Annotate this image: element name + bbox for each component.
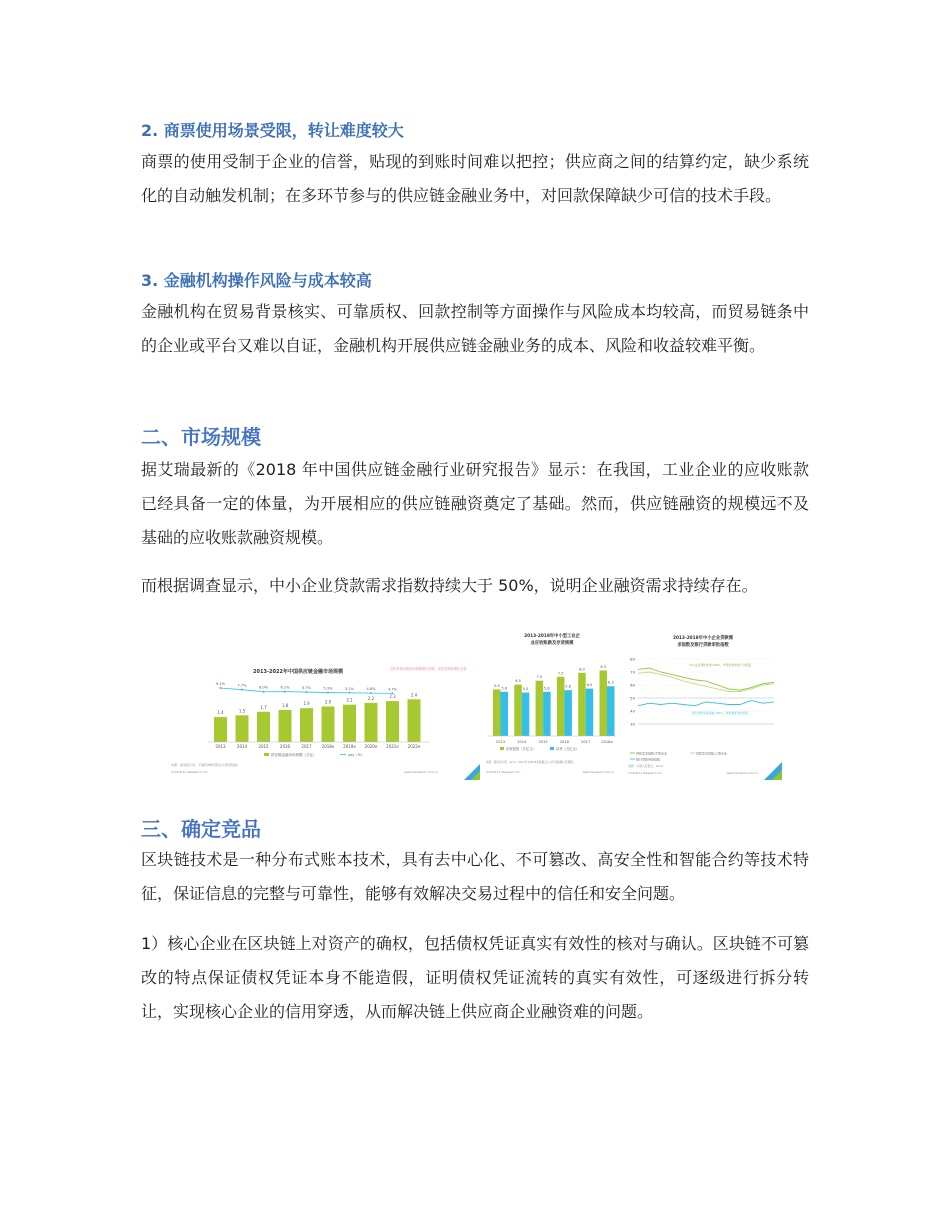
heading-competitors: 三、确定竞品 xyxy=(141,817,261,841)
bar-value-label: 5.6 xyxy=(501,686,508,691)
point-yoy xyxy=(392,692,394,694)
paragraph-competitors-2: 1）核心企业在区块链上对资产的确权，包括债权凭证真实有效性的核对与确认。区块链不可篡改的特点保证债权凭证本身不能造假，证明债权凭证流转的真实有效性，可逐级进行拆分转让，实现核心企业的信用穿透，从而解决链上供应商企业融资难的问题。 xyxy=(141,934,809,1021)
paragraph-commercial-paper: 商票的使用受制于企业的信誉，贴现的到账时间难以把控；供应商之间的结算约定，缺少系统化的自动触发机制；在多环节参与的供应链金融业务中，对回款保障缺少可信的技术手段。 xyxy=(141,152,809,205)
legend-swatch-receivables xyxy=(500,747,504,750)
bar-receivables xyxy=(536,681,544,736)
chart-source: 来源：国家统计局，wind，2017年为2018年数据且人为年度数据口径调整。 xyxy=(486,761,576,764)
x-tick-label: 2018e xyxy=(601,740,613,744)
bar-market-size xyxy=(236,715,249,742)
y-tick-label: 70 xyxy=(630,669,635,675)
bar-inventory xyxy=(564,690,572,736)
annotation-approval: 银行贷款审批指数<50%，审批难度依旧较高 xyxy=(691,711,749,715)
chart-title-line2: 求指数及银行贷款审批指数 xyxy=(677,643,729,648)
paragraph-financial-risk: 金融机构在贸易背景核实、可靠质权、回款控制等方面操作与风险成本均较高，而贸易链条中的企业或平台又难以自证，金融机构开展供应链金融业务的成本、风险和收益较难平衡。 xyxy=(141,302,809,355)
bar-inventory xyxy=(522,693,530,736)
chart-annotation: 近年来供应链市场规模增长放缓，但依然保持增长态势 xyxy=(390,667,467,671)
chart-site: www.iresearch.com.cn xyxy=(726,771,758,775)
bar-market-size xyxy=(322,706,335,742)
chart-receivables xyxy=(484,626,620,780)
x-tick-label: 2014 xyxy=(236,744,248,749)
y-tick-label: 30 xyxy=(630,721,635,727)
chart-source: 来源：中国人民银行，wind xyxy=(628,764,663,768)
bar-value-label: 5.6 xyxy=(543,686,550,691)
bar-market-size xyxy=(279,710,292,742)
x-tick-label: 2016 xyxy=(279,744,291,749)
chart-loan-index xyxy=(624,626,782,780)
annotation-demand: 中小企业贷款需求>50%，市场需求依然十分旺盛 xyxy=(689,663,751,667)
x-tick-label: 2015 xyxy=(538,740,548,744)
bar-value-label: 7.0 xyxy=(536,675,543,680)
chart-site: www.iresearch.com.cn xyxy=(582,770,614,774)
y-tick-label: 40 xyxy=(630,708,635,714)
bar-receivables xyxy=(557,677,565,736)
point-label-yoy: 4.7% xyxy=(388,687,397,692)
bar-value-label: 1.4 xyxy=(217,710,224,716)
bar-value-label: 1.8 xyxy=(281,703,289,708)
chart-copyright: ©2018.11 iResearch Inc. xyxy=(486,770,521,774)
point-yoy xyxy=(220,687,222,689)
legend-label-inventory: 存货（万亿元） xyxy=(556,747,580,751)
point-yoy xyxy=(370,692,372,694)
chart-copyright: ©2018.11 iResearch Inc. xyxy=(171,770,209,774)
x-tick-label: 2019e xyxy=(343,744,356,749)
bar-market-size xyxy=(257,712,270,742)
legend-swatch-inventory xyxy=(550,747,554,750)
bar-value-label: 8.0 xyxy=(579,667,585,672)
chart-figure-group xyxy=(168,626,782,780)
bar-inventory xyxy=(501,692,509,736)
chart-panel-receivables xyxy=(484,626,620,780)
bar-market-size xyxy=(300,708,313,742)
heading-commercial-paper: 2. 商票使用场景受限，转让难度较大 xyxy=(141,121,404,140)
bar-value-label: 1.7 xyxy=(260,704,267,710)
x-tick-label: 2017 xyxy=(581,740,591,744)
paragraph-market-size-2: 而根据调查显示，中小企业贷款需求指数持续大于 50%，说明企业融资需求持续存在。 xyxy=(141,576,758,595)
point-label-yoy: 5.7% xyxy=(302,686,311,691)
x-tick-label: 2013 xyxy=(495,740,506,744)
legend-swatch-market xyxy=(264,753,269,756)
point-label-yoy: 5.3% xyxy=(323,686,333,691)
chart-title: 2013-2018年中小型工业企 xyxy=(524,634,580,639)
point-label-yoy: 4.8% xyxy=(366,687,376,692)
x-tick-label: 2015 xyxy=(258,744,269,749)
bar-value-label: 6.0 xyxy=(586,683,593,688)
point-label-yoy: 5.1% xyxy=(345,686,354,691)
chart-panel-market-size xyxy=(168,626,480,780)
x-tick-label: 2017 xyxy=(301,744,312,749)
bar-market-size xyxy=(365,703,378,742)
bar-market-size xyxy=(408,699,421,742)
bar-value-label: 5.5 xyxy=(522,687,529,692)
point-label-yoy: 6.0% xyxy=(259,685,268,690)
heading-financial-risk: 3. 金融机构操作风险与成本较高 xyxy=(141,271,372,290)
bar-value-label: 2.0 xyxy=(324,699,332,705)
bar-value-label: 2.4 xyxy=(410,692,418,698)
point-yoy xyxy=(263,691,265,693)
bar-value-label: 1.5 xyxy=(238,708,246,714)
chart-source: 来源：国家统计局，艾瑞咨询研究院自主研究绘制。 xyxy=(171,763,241,767)
legend-label-small: 贷款需求指数:小型企业 xyxy=(696,751,728,756)
bar-value-label: 2.2 xyxy=(367,695,375,701)
bar-value-label: 2.3 xyxy=(389,694,396,700)
legend-label-yoy: yoy（%） xyxy=(348,753,365,757)
bar-market-size xyxy=(386,701,399,742)
paragraph-market-size-1: 据艾瑞最新的《2018 年中国供应链金融行业研究报告》显示：在我国，工业企业的应收账款已经具备一定的体量，为开展相应的供应链融资奠定了基础。然而，供应链融资的规模远不及基础的应收账款融资规模。 xyxy=(141,460,809,547)
x-tick-label: 2016 xyxy=(559,740,569,744)
point-yoy xyxy=(306,691,308,693)
bar-value-label: 1.9 xyxy=(303,701,310,707)
bar-receivables xyxy=(578,673,586,736)
bar-market-size xyxy=(343,705,356,742)
bar-value-label: 2.1 xyxy=(346,697,353,703)
series-line-mid xyxy=(638,668,774,690)
point-label-yoy: 6.1% xyxy=(280,685,290,690)
bar-inventory xyxy=(586,689,594,736)
point-label-yoy: 7.7% xyxy=(237,683,247,688)
bar-inventory xyxy=(607,686,615,736)
legend-label-approval: 银行贷款审批指数 xyxy=(636,757,661,762)
point-label-yoy: 9.1% xyxy=(216,682,225,686)
chart-title-line2: 业应收账款及存货规模 xyxy=(530,641,574,646)
bar-value-label: 7.5 xyxy=(557,671,564,676)
x-tick-label: 2013 xyxy=(215,744,226,749)
chart-title: 2013-2022年中国供应链金融市场规模 xyxy=(253,669,343,675)
legend-label-mid: 贷款需求指数:中型企业 xyxy=(636,751,668,756)
bar-value-label: 5.9 xyxy=(493,683,500,688)
series-line-small xyxy=(638,672,774,692)
y-tick-label: 50 xyxy=(630,695,635,701)
series-line-approval xyxy=(638,701,774,706)
bar-inventory xyxy=(543,692,551,736)
point-yoy xyxy=(327,692,329,694)
chart-site: www.iresearch.com.cn xyxy=(404,770,438,774)
bar-value-label: 5.8 xyxy=(565,684,572,689)
chart-market-size xyxy=(168,626,480,780)
x-tick-label: 2022e xyxy=(407,744,421,749)
bar-market-size xyxy=(214,717,227,742)
bar-value-label: 8.3 xyxy=(600,664,607,669)
y-tick-label: 60 xyxy=(630,682,635,688)
chart-copyright: ©2018.11 iResearch Inc. xyxy=(628,771,663,775)
bar-receivables xyxy=(514,685,522,736)
chart-title: 2013-2018年中小企业贷款需 xyxy=(672,636,734,641)
legend-label-receivables: 应收账款（万亿元） xyxy=(506,747,536,751)
heading-market-size: 二、市场规模 xyxy=(141,425,261,449)
legend-label-market: 供应链金融市场规模（万亿） xyxy=(271,753,317,757)
x-tick-label: 2021e xyxy=(386,744,399,749)
point-yoy xyxy=(284,691,286,693)
bar-receivables xyxy=(493,689,501,736)
point-yoy xyxy=(241,689,243,691)
bar-value-label: 6.3 xyxy=(607,680,614,685)
x-tick-label: 2020e xyxy=(364,744,378,749)
bar-receivables xyxy=(600,670,608,736)
y-tick-label: 80 xyxy=(630,656,635,662)
x-tick-label: 2018e xyxy=(321,744,335,749)
chart-panel-loan-index xyxy=(624,626,782,780)
x-tick-label: 2014 xyxy=(517,740,527,744)
bar-value-label: 6.5 xyxy=(515,679,521,684)
paragraph-competitors-1: 区块链技术是一种分布式账本技术，具有去中心化、不可篡改、高安全性和智能合约等技术特征，保证信息的完整与可靠性，能够有效解决交易过程中的信任和安全问题。 xyxy=(141,850,809,903)
point-yoy xyxy=(349,692,351,694)
